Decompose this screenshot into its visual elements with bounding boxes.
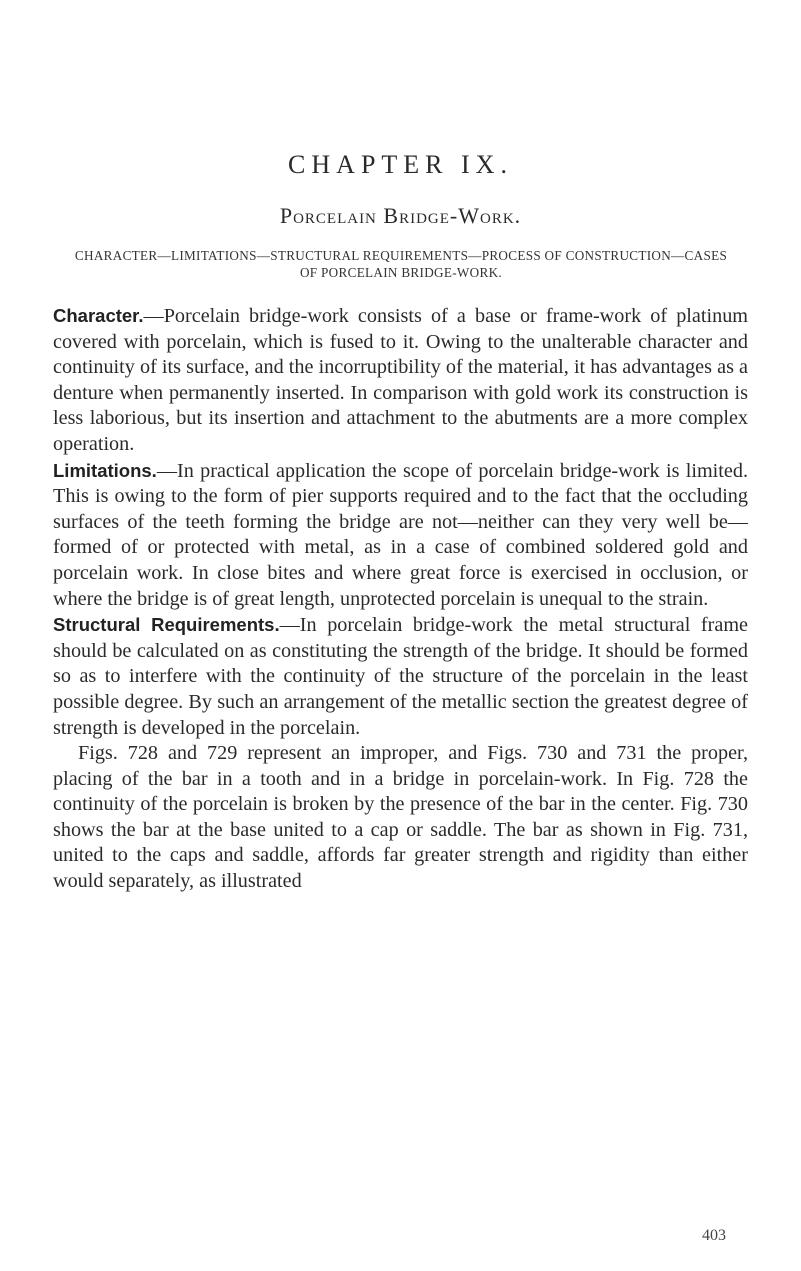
- section-heading-structural-requirements: Structural Requirements.: [53, 614, 280, 636]
- body-text: [53, 303, 748, 895]
- chapter-topics: CHARACTER—LIMITATIONS—STRUCTURAL REQUIREMENTS—PROCESS OF CONSTRUCTION—CASES OF PORCELAIN BRIDGE-WORK.: [74, 248, 728, 280]
- paragraph-structural-requirements: [53, 612, 748, 741]
- paragraph-figures: Figs. 728 and 729 represent an improper, and Figs. 730 and 731 the proper, placing of the bar in a tooth and in a bridge in porcelain-work. In Fig. 728 the continuity of the porcelain is broken by the presence of the bar in the center. Fig. 730 shows the bar at the base united to a cap or saddle. The bar as shown in Fig. 731, united to the caps and saddle, affords far greater strength and rigidity than either would separately, as illustrated: [53, 742, 748, 893]
- paragraph-text: —In porcelain bridge-work the metal structural frame should be calculated on as constituting the strength of the bridge. It should be formed so as to interfere with the continuity of the structure of the porcelain in the least possible degree. By such an arrangement of the metallic section the greatest degree of strength is developed in the porcelain.: [53, 614, 748, 739]
- chapter-title: Porcelain Bridge-Work.: [279, 203, 522, 228]
- paragraph-limitations: [53, 458, 748, 613]
- section-heading-limitations: Limitations.: [53, 459, 157, 481]
- page-number: 403: [702, 1227, 726, 1244]
- paragraph-text: —Porcelain bridge-work consists of a base or frame-work of platinum covered with porcelain, which is fused to it. Owing to the unalterable character and continuity of its surface, and the incorruptibility of the material, it has advantages as a denture when permanently inserted. In comparison with gold work its construction is less laborious, but its insertion and attachment to the abutments are a more complex operation.: [53, 305, 748, 455]
- paragraph-text: —In practical application the scope of porcelain bridge-work is limited. This is owing to the form of pier supports required and to the fact that the occluding surfaces of the teeth forming the bridge are not—neither can they very well be—formed of or protected with metal, as in a case of combined soldered gold and porcelain work. In close bites and where great force is exercised in occlusion, or where the bridge is of great length, unprotected porcelain is unequal to the strain.: [53, 459, 748, 610]
- paragraph-character: [53, 303, 748, 458]
- chapter-heading: CHAPTER IX.: [288, 150, 513, 179]
- section-heading-character: Character.: [53, 305, 144, 326]
